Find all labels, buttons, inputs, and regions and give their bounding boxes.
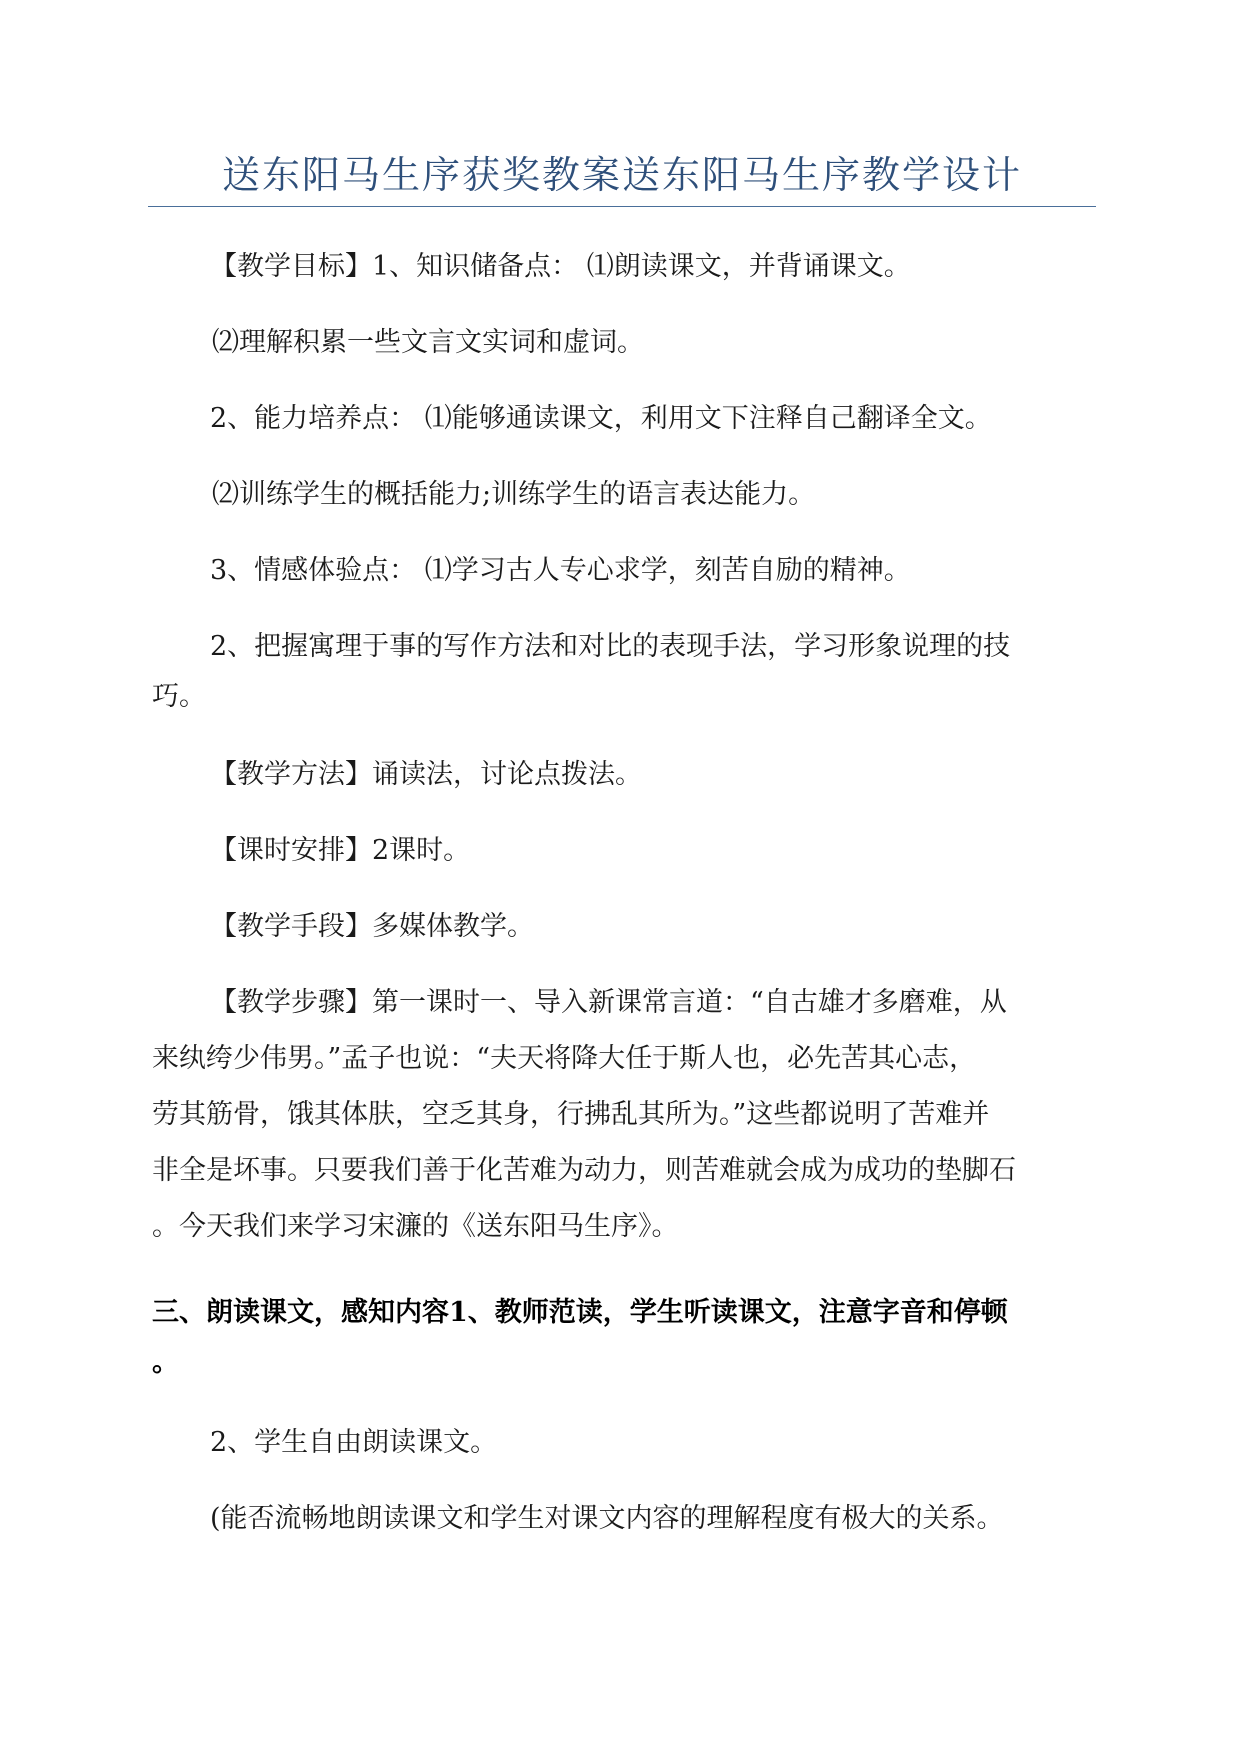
paragraph-ability-goals: 2、能力培养点： ⑴能够通读课文，利用文下注释自己翻译全文。 <box>210 403 992 434</box>
title-underline <box>148 206 1096 207</box>
paragraph-class-hours: 【课时安排】2课时。 <box>210 835 471 866</box>
paragraph-teaching-goals: 【教学目标】1、知识储备点： ⑴朗读课文，并背诵课文。 <box>210 251 911 282</box>
paragraph-free-reading: 2、学生自由朗读课文。 <box>210 1427 498 1458</box>
paragraph-line: 。今天我们来学习宋濂的《送东阳马生序》。 <box>152 1211 679 1242</box>
paragraph-line: 2、把握寓理于事的写作方法和对比的表现手法，学习形象说理的技 <box>210 631 1011 662</box>
section-heading-reading <box>152 1288 1092 1388</box>
paragraph-line: 来纨绔少伟男。”孟子也说：“夫天将降大任于斯人也，必先苦其心志， <box>152 1043 977 1074</box>
paragraph-emotion-goals: 3、情感体验点： ⑴学习古人专心求学，刻苦自励的精神。 <box>210 555 911 586</box>
paragraph-line: 巧。 <box>152 681 206 712</box>
paragraph-line: 劳其筋骨，饿其体肤，空乏其身，行拂乱其所为。”这些都说明了苦难并 <box>152 1099 990 1130</box>
paragraph-writing-method <box>152 622 1092 722</box>
paragraph-ability-goal-2: ⑵训练学生的概括能力;训练学生的语言表达能力。 <box>212 479 816 510</box>
paragraph-teaching-means: 【教学手段】多媒体教学。 <box>210 911 534 942</box>
paragraph-fluency-note: (能否流畅地朗读课文和学生对课文内容的理解程度有极大的关系。 <box>210 1503 1004 1534</box>
document-title: 送东阳马生序获奖教案送东阳马生序教学设计 <box>221 153 1022 197</box>
heading-line: 。 <box>152 1347 179 1378</box>
paragraph-teaching-method: 【教学方法】诵读法，讨论点拨法。 <box>210 759 642 790</box>
paragraph-goal-1-2: ⑵理解积累一些文言文实词和虚词。 <box>212 327 644 358</box>
paragraph-line: 非全是坏事。只要我们善于化苦难为动力，则苦难就会成为成功的垫脚石 <box>152 1155 1016 1186</box>
paragraph-teaching-steps <box>152 978 1092 1252</box>
paragraph-line: 【教学步骤】第一课时一、导入新课常言道：“自古雄才多磨难，从 <box>210 987 1007 1018</box>
heading-line: 三、朗读课文，感知内容1、教师范读，学生听读课文，注意字音和停顿 <box>152 1297 1008 1328</box>
